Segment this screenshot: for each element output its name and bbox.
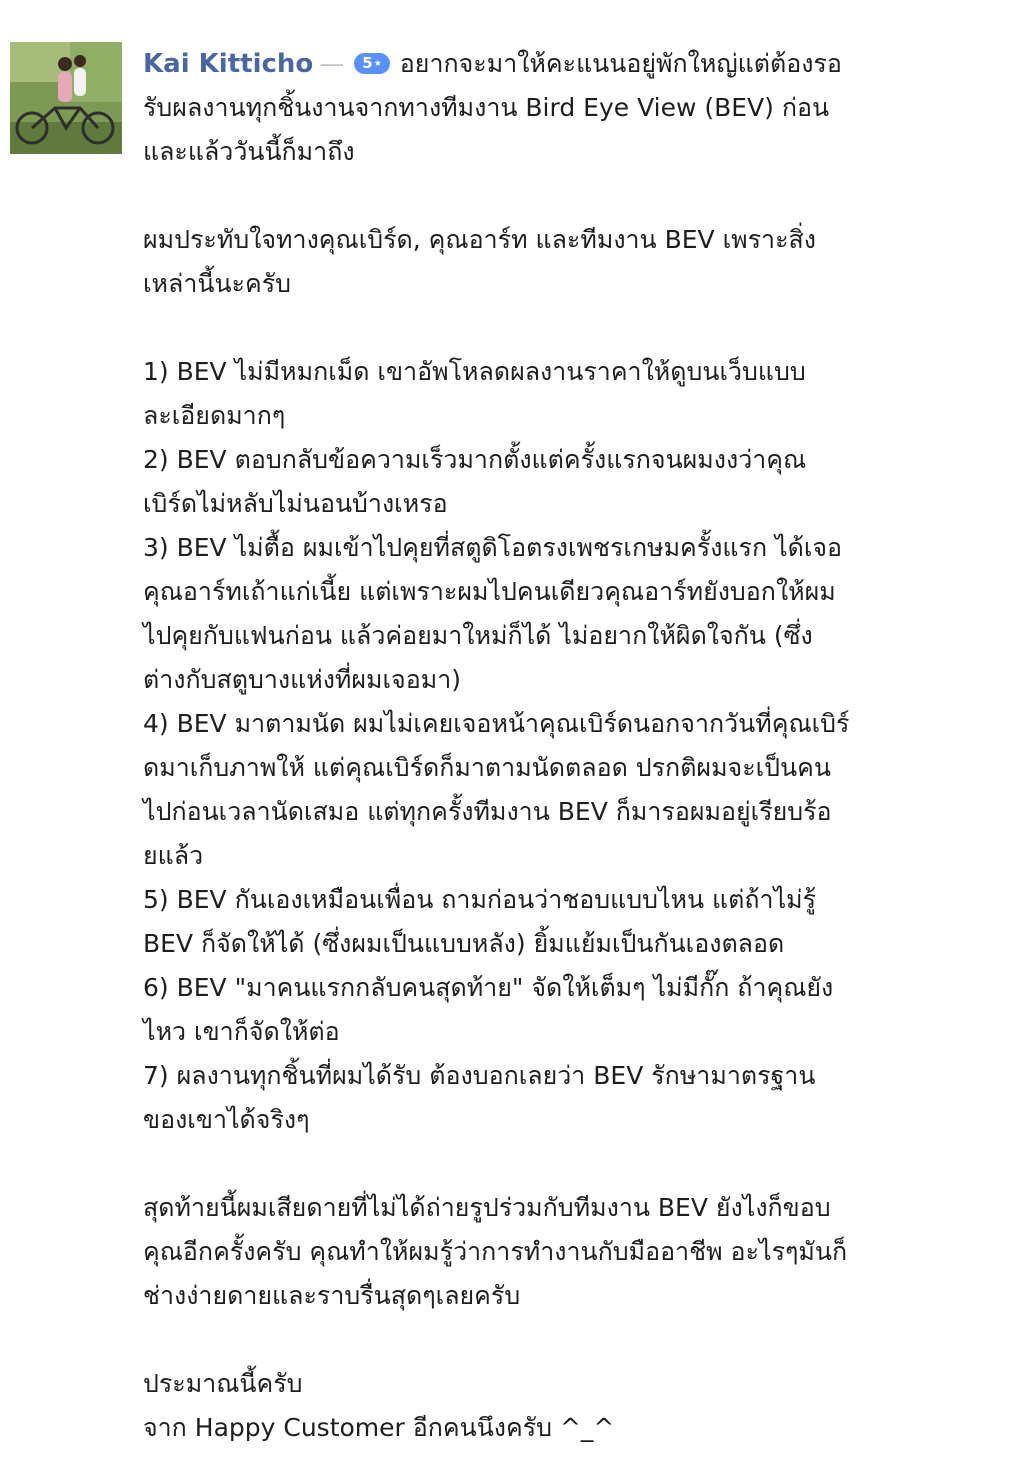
- separator-dash: —: [319, 49, 345, 78]
- review-text-line: และแล้ววันนี้ก็มาถึง: [143, 137, 355, 166]
- paragraph-gap: [143, 1142, 1009, 1186]
- review-text-line: ผมประทับใจทางคุณเบิร์ด, คุณอาร์ท และทีมงาน BEV เพราะสิ่ง: [143, 225, 816, 254]
- review-text-line: อยากจะมาให้คะแนนอยู่พักใหญ่แต่ต้องรอ: [399, 49, 842, 78]
- review-text-line: สุดท้ายนี้ผมเสียดายที่ไม่ได้ถ่ายรูปร่วมกับทีมงาน BEV ยังไงก็ขอบ: [143, 1193, 831, 1222]
- review-point-line: ไปก่อนเวลานัดเสมอ แต่ทุกครั้งทีมงาน BEV ก็มารอผมอยู่เรียบร้อ: [143, 797, 832, 826]
- paragraph-gap: [143, 1318, 1009, 1362]
- review-point-line: BEV ก็จัดให้ได้ (ซึ่งผมเป็นแบบหลัง) ยิ้มแย้มเป็นกันเองตลอด: [143, 929, 785, 958]
- review-point-line: คุณอาร์ทเถ้าแก่เนี้ย แต่เพราะผมไปคนเดียวคุณอาร์ทยังบอกให้ผม: [143, 577, 836, 606]
- review-point-line: ดมาเก็บภาพให้ แต่คุณเบิร์ดก็มาตามนัดตลอด ปรกติผมจะเป็นคน: [143, 753, 831, 782]
- review-point-line: ของเขาได้จริงๆ: [143, 1105, 310, 1134]
- review-content: [143, 42, 1009, 1450]
- avatar[interactable]: [10, 42, 122, 154]
- rating-badge: [354, 53, 390, 74]
- rating-value: 5: [362, 53, 373, 72]
- author-name-link[interactable]: Kai Kitticho: [143, 49, 314, 79]
- review-point-line: ละเอียดมากๆ: [143, 401, 286, 430]
- review-text-line: รับผลงานทุกชิ้นงานจากทางทีมงาน Bird Eye View (BEV) ก่อน: [143, 93, 830, 122]
- review-text-line: ช่างง่ายดายและราบรื่นสุดๆเลยครับ: [143, 1281, 521, 1310]
- review-point-line: 1) BEV ไม่มีหมกเม็ด เขาอัพโหลดผลงานราคาให้ดูบนเว็บแบบ: [143, 357, 806, 386]
- review-header: [143, 42, 1009, 86]
- avatar-photo-icon: [10, 42, 122, 154]
- paragraph-gap: [143, 306, 1009, 350]
- review-signoff-line: ประมาณนี้ครับ: [143, 1369, 303, 1398]
- review-point-line: ไปคุยกับแฟนก่อน แล้วค่อยมาใหม่ก็ได้ ไม่อยากให้ผิดใจกัน (ซึ่ง: [143, 621, 813, 650]
- review-point-line: 5) BEV กันเองเหมือนเพื่อน ถามก่อนว่าชอบแบบไหน แต่ถ้าไม่รู้: [143, 885, 817, 914]
- review-point-line: 2) BEV ตอบกลับข้อความเร็วมากตั้งแต่ครั้งแรกจนผมงงว่าคุณ: [143, 445, 807, 474]
- review-point-line: ยแล้ว: [143, 841, 204, 870]
- review-point-line: 4) BEV มาตามนัด ผมไม่เคยเจอหน้าคุณเบิร์ดนอกจากวันที่คุณเบิร์: [143, 709, 850, 738]
- review-point-line: ต่างกับสตูบางแห่งที่ผมเจอมา): [143, 665, 461, 694]
- review-point-line: 3) BEV ไม่ตื้อ ผมเข้าไปคุยที่สตูดิโอตรงเพชรเกษมครั้งแรก ได้เจอ: [143, 533, 843, 562]
- review-point-line: 6) BEV "มาคนแรกกลับคนสุดท้าย" จัดให้เต็มๆ ไม่มีกั๊ก ถ้าคุณยัง: [143, 973, 834, 1002]
- review-point-line: เบิร์ดไม่หลับไม่นอนบ้างเหรอ: [143, 489, 448, 518]
- review-text-line: คุณอีกครั้งครับ คุณทำให้ผมรู้ว่าการทำงานกับมืออาชีพ อะไรๆมันก็: [143, 1237, 848, 1266]
- review-point-line: ไหว เขาก็จัดให้ต่อ: [143, 1017, 340, 1046]
- star-icon: ★: [373, 58, 382, 69]
- review-point-line: 7) ผลงานทุกชิ้นที่ผมได้รับ ต้องบอกเลยว่า BEV รักษามาตรฐาน: [143, 1061, 816, 1090]
- paragraph-gap: [143, 174, 1009, 218]
- review-text-line: เหล่านี้นะครับ: [143, 269, 292, 298]
- review-signoff-line: จาก Happy Customer อีกคนนึงครับ ^_^: [143, 1413, 615, 1442]
